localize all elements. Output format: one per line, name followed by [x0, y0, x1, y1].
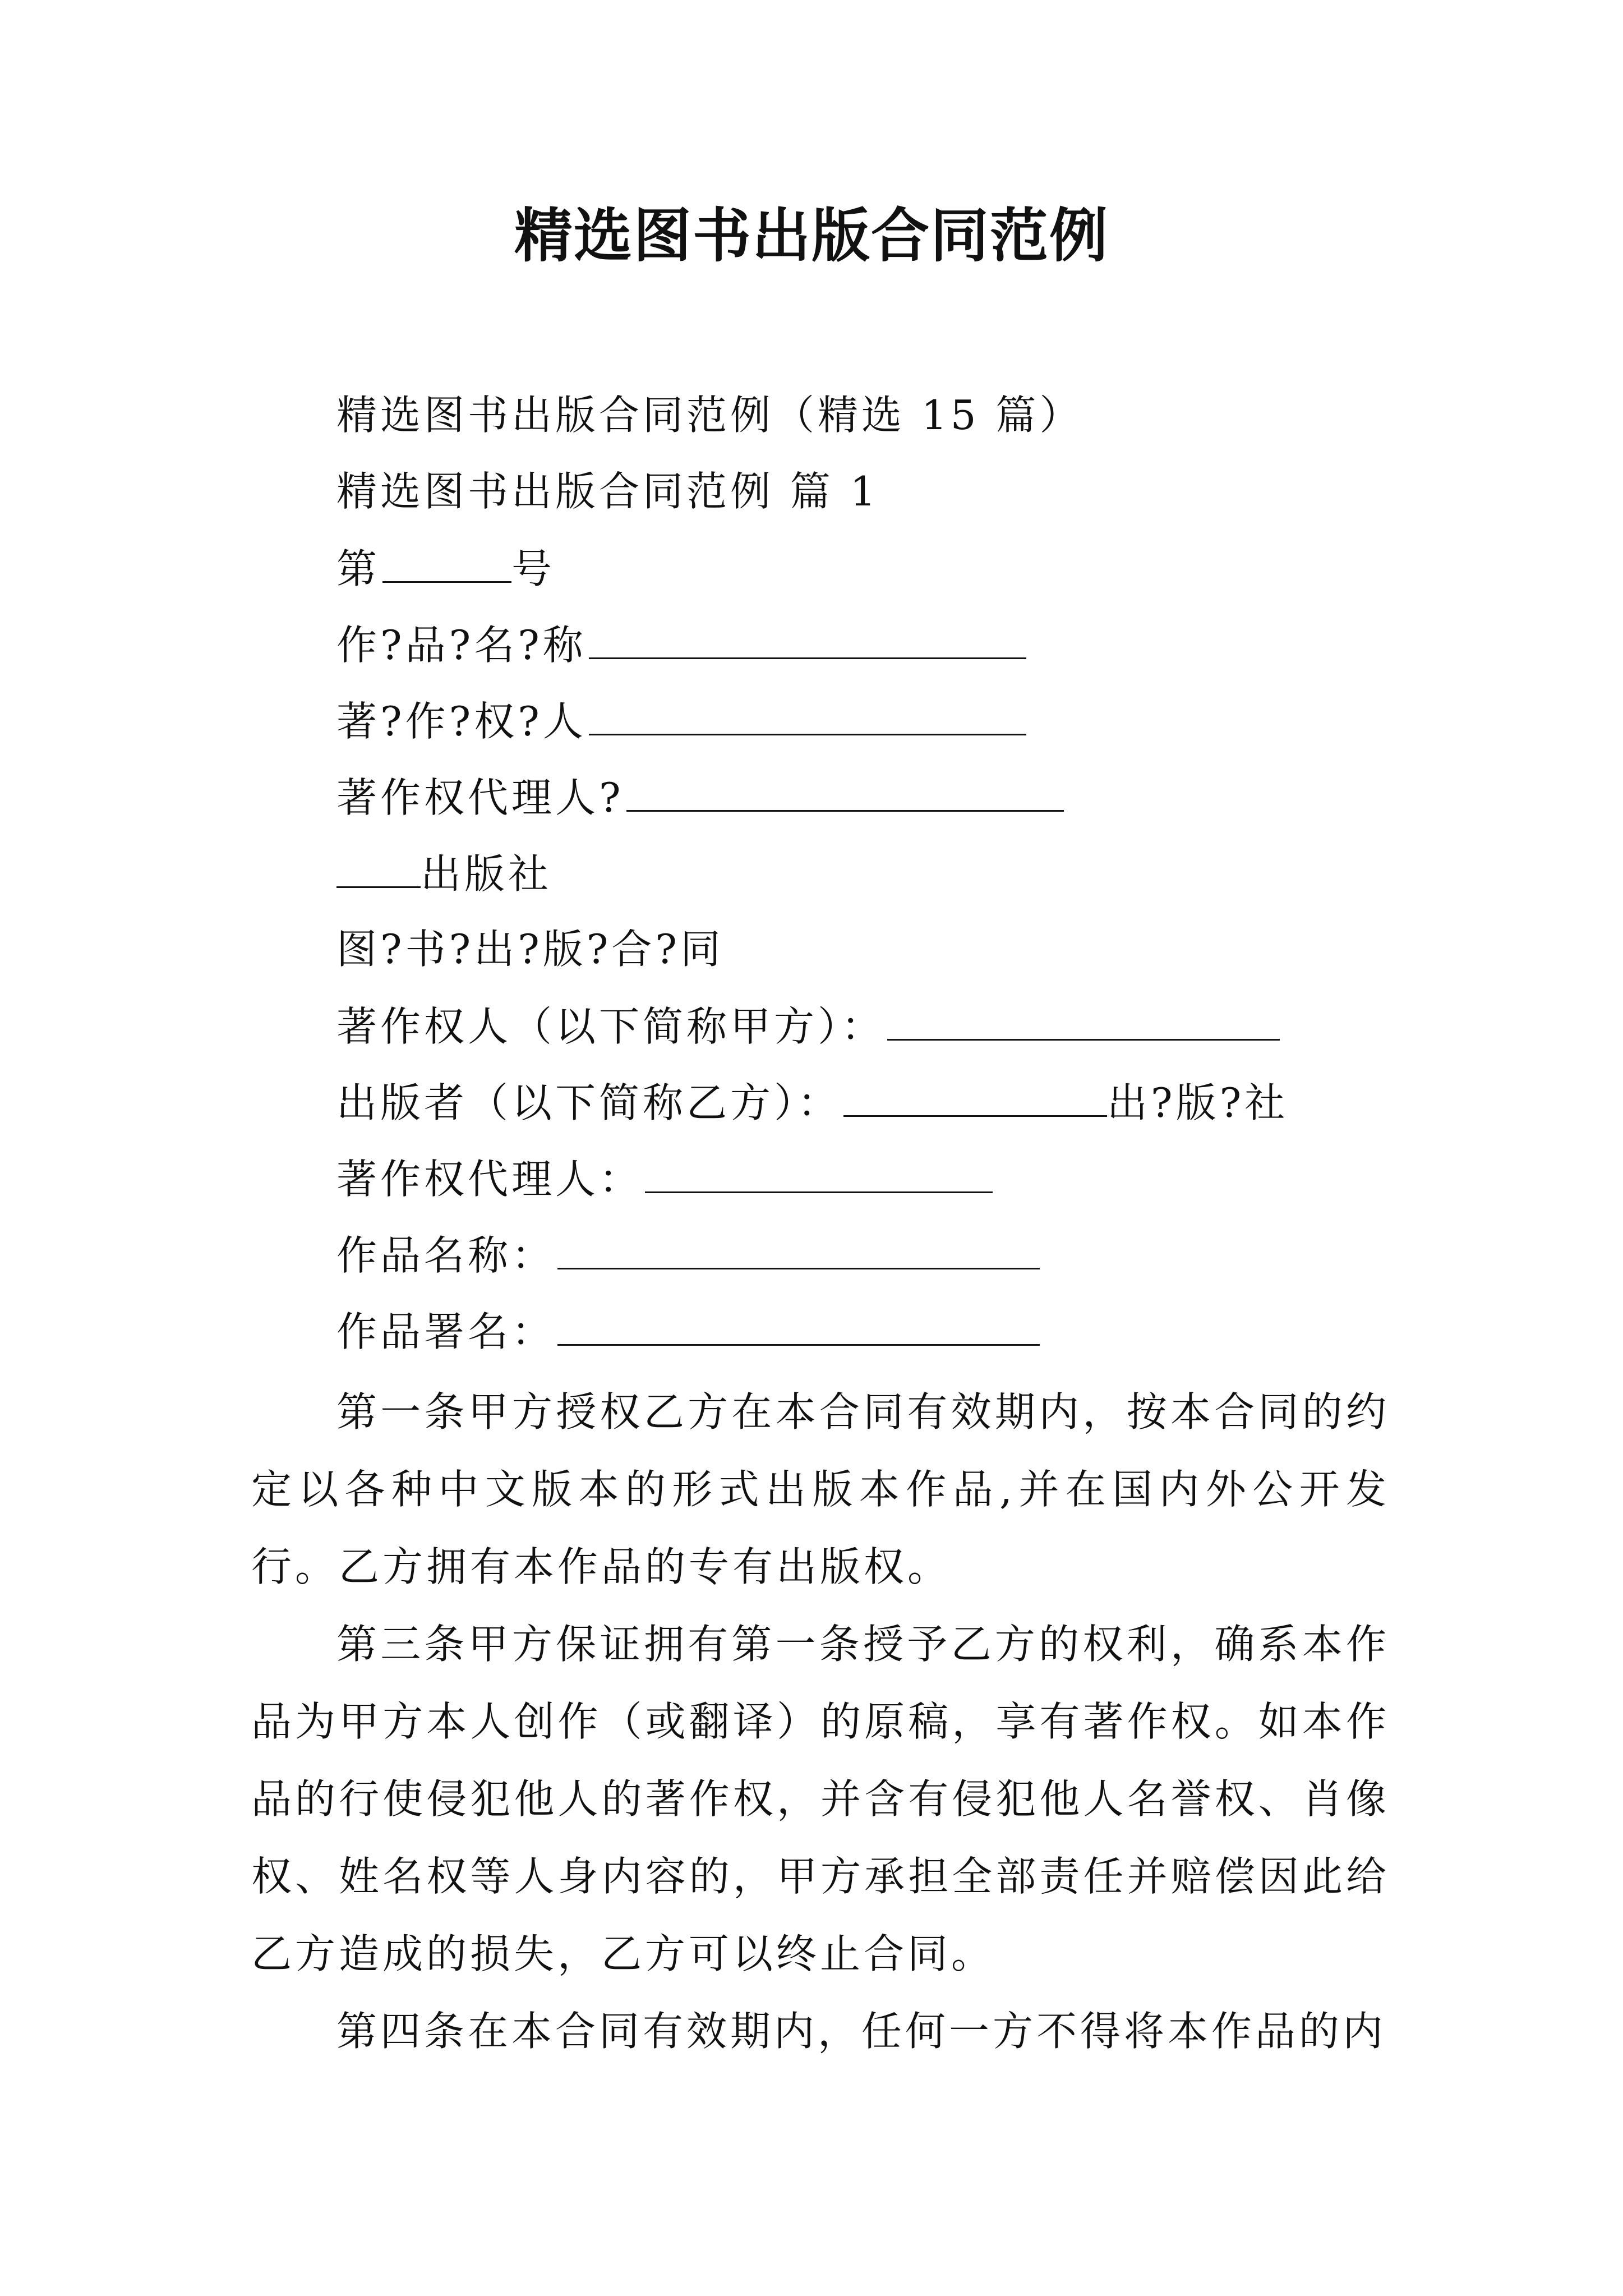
clause-4-paragraph: 第四条在本合同有效期内，任何一方不得将本作品的内 — [336, 2008, 1387, 2055]
work-title-line — [336, 1226, 1040, 1283]
publisher-suffix: 出版社 — [421, 850, 552, 898]
publisher-line — [336, 845, 552, 902]
work-name-line — [336, 616, 1026, 673]
work-title-blank — [557, 1226, 1040, 1269]
work-name-blank — [589, 616, 1026, 659]
party-b-blank — [843, 1074, 1107, 1117]
work-signature-blank — [557, 1303, 1040, 1346]
agent-line-1 — [336, 769, 1064, 826]
work-title-label: 作品名称： — [336, 1232, 556, 1279]
party-a-line — [336, 997, 1280, 1055]
contract-title: 图?书?出?版?合?同 — [336, 926, 725, 973]
agent-blank-2 — [645, 1150, 993, 1193]
party-b-suffix: 出?版?社 — [1107, 1079, 1289, 1126]
party-b-label: 出版者（以下简称乙方）： — [336, 1079, 842, 1126]
party-a-blank — [887, 997, 1280, 1041]
work-signature-line — [336, 1303, 1040, 1360]
copyright-holder-blank — [589, 692, 1026, 735]
contract-number-blank — [382, 540, 511, 583]
document-subtitle: 精选图书出版合同范例（精选 15 篇） — [336, 392, 1083, 439]
clause-3-paragraph: 第三条甲方保证拥有第一条授予乙方的权利，确系本作品为甲方本人创作（或翻译）的原稿，享有著作权。如本作品的行使侵犯他人的著作权，并含有侵犯他人名誉权、肖像权、姓名权等人身内容的，甲方承担全部责任并赔偿因此给乙方造成的损失，乙方可以终止合同。 — [251, 1621, 1390, 1977]
number-prefix: 第 — [336, 545, 381, 592]
work-signature-label: 作品署名： — [336, 1308, 556, 1355]
contract-number-line — [336, 540, 555, 597]
agent-label-2: 著作权代理人： — [336, 1156, 643, 1203]
section-heading: 精选图书出版合同范例 篇 1 — [336, 468, 879, 515]
party-a-label: 著作权人（以下简称甲方）： — [336, 1003, 886, 1050]
agent-label-1: 著作权代理人? — [336, 774, 624, 821]
publisher-blank — [336, 845, 421, 888]
number-suffix: 号 — [511, 545, 556, 592]
copyright-holder-label: 著?作?权?人 — [336, 698, 587, 745]
agent-blank-1 — [626, 769, 1064, 812]
clause-1-paragraph: 第一条甲方授权乙方在本合同有效期内，按本合同的约定以各种中文版本的形式出版本作品,并在国内外公开发行。乙方拥有本作品的专有出版权。 — [251, 1388, 1390, 1590]
document-title: 精选图书出版合同范例 — [514, 201, 1109, 270]
party-b-line — [336, 1074, 1288, 1131]
work-name-label: 作?品?名?称 — [336, 622, 587, 669]
copyright-holder-line — [336, 692, 1026, 749]
agent-line-2 — [336, 1150, 993, 1207]
